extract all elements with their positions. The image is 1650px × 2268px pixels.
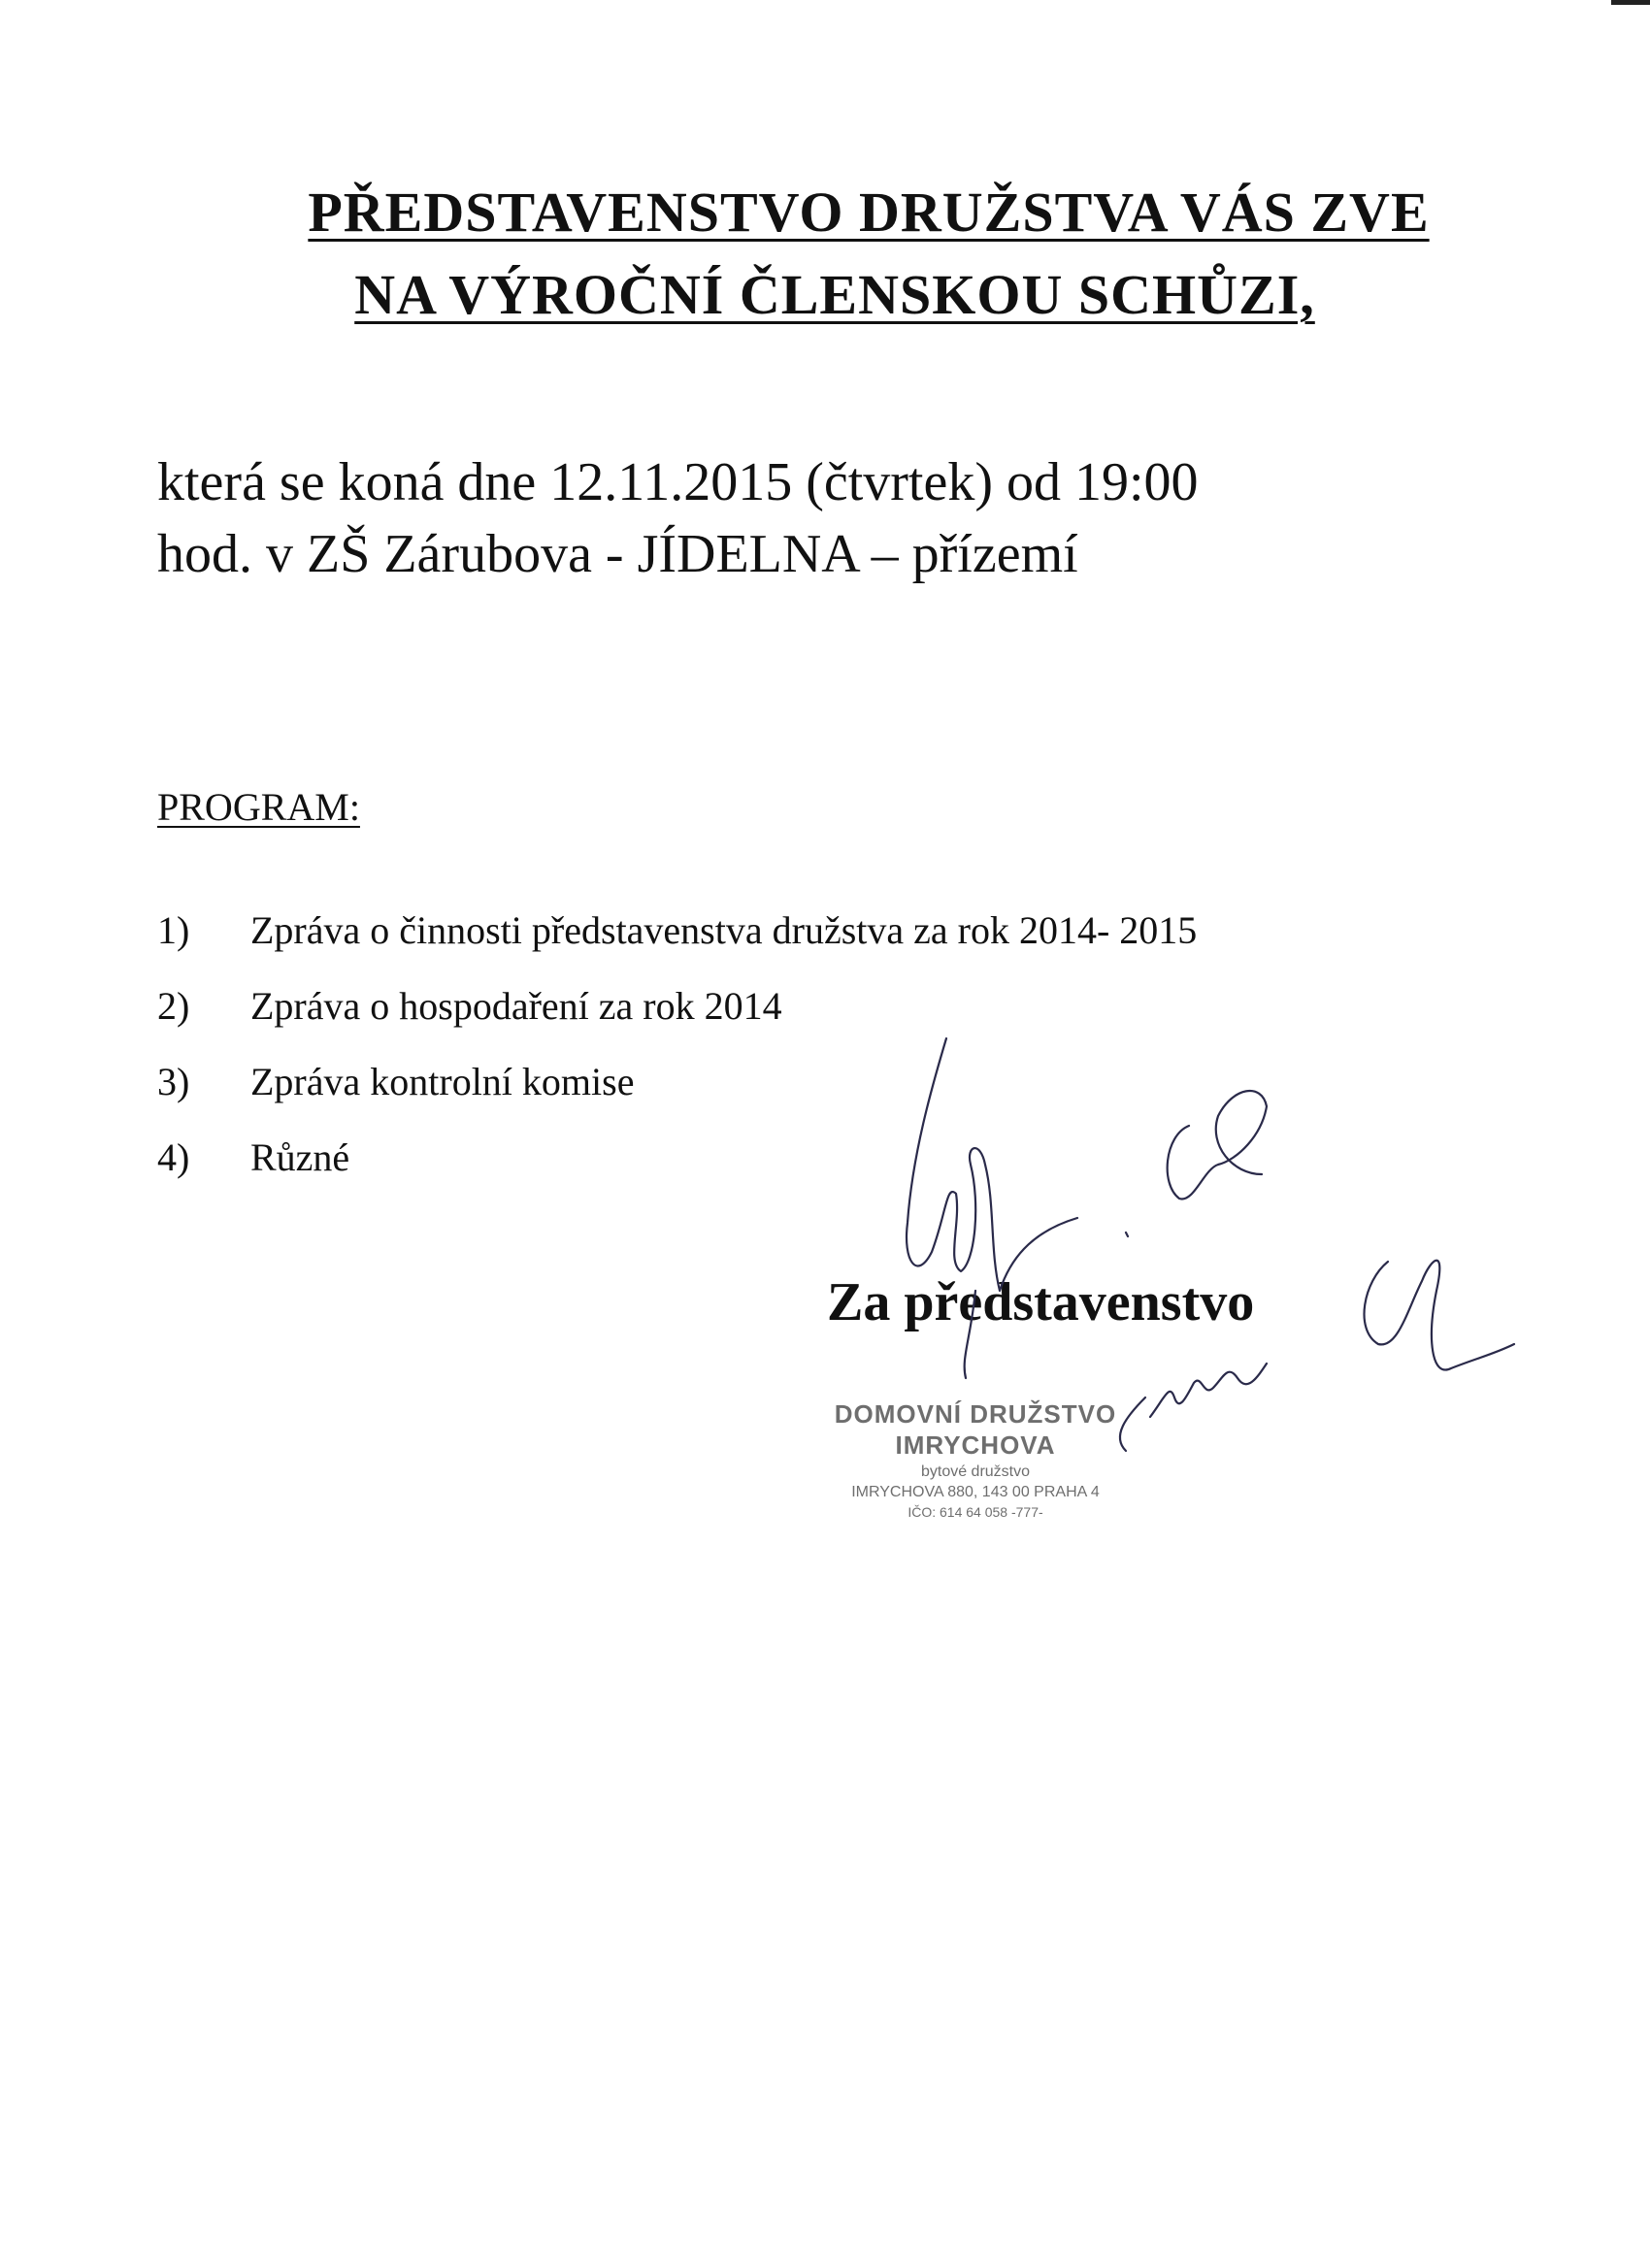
program-item-text: Zpráva o činnosti představenstva družstva za rok 2014- 2015 <box>250 908 1198 952</box>
stamp-line-1: DOMOVNÍ DRUŽSTVO <box>834 1399 1117 1429</box>
signature-3 <box>1365 1261 1514 1370</box>
program-item-number: 1) <box>157 908 190 952</box>
program-item <box>157 1059 1419 1134</box>
stamp-line-5: IČO: 614 64 058 -777- <box>908 1504 1043 1520</box>
program-list <box>157 907 1419 1210</box>
meeting-date-line: která se koná dne 12.11.2015 (čtvrtek) od 19:00 <box>157 452 1199 512</box>
stamp-line-4: IMRYCHOVA 880, 143 00 PRAHA 4 <box>851 1484 1100 1500</box>
program-item <box>157 907 1419 983</box>
program-item <box>157 983 1419 1059</box>
program-item-number: 4) <box>157 1135 190 1179</box>
program-item <box>157 1134 1419 1210</box>
meeting-place-line: hod. v ZŠ Zárubova - JÍDELNA – přízemí <box>157 524 1078 584</box>
stamp-line-3: bytové družstvo <box>920 1463 1031 1480</box>
program-item-number: 3) <box>157 1060 190 1103</box>
heading-line-2: NA VÝROČNÍ ČLENSKOU SCHŮZI, <box>354 263 1315 326</box>
scan-corner-mark <box>1611 0 1650 5</box>
cooperative-stamp <box>781 1397 1170 1522</box>
program-item-text: Zpráva kontrolní komise <box>250 1060 635 1103</box>
signature-2-dot <box>1126 1233 1128 1236</box>
invitation-heading <box>0 171 1650 336</box>
heading-line-1: PŘEDSTAVENSTVO DRUŽSTVA VÁS ZVE <box>308 181 1430 244</box>
program-item-number: 2) <box>157 984 190 1028</box>
signoff-label: Za představenstvo <box>827 1272 1255 1332</box>
stamp-line-2: IMRYCHOVA <box>895 1430 1056 1460</box>
program-title: PROGRAM: <box>157 785 360 829</box>
program-item-text: Různé <box>250 1135 350 1179</box>
program-item-text: Zpráva o hospodaření za rok 2014 <box>250 984 782 1028</box>
meeting-details <box>157 446 1419 590</box>
